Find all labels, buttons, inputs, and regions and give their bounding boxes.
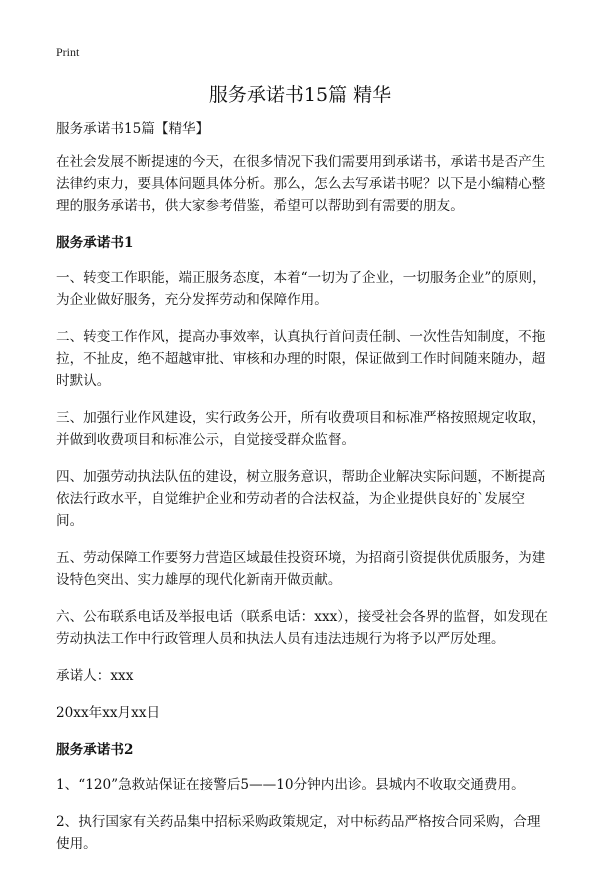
paragraph: 一、转变工作职能，端正服务态度，本着“一切为了企业，一切服务企业”的原则，为企业做好服务，充分发挥劳动和保障作用。 (56, 270, 546, 308)
paragraph: 2、执行国家有关药品集中招标采购政策规定，对中标药品严格按合同采购，合理使用。 (56, 814, 541, 852)
print-label: Print (56, 45, 80, 59)
paragraph: 1、“120”急救站保证在接警后5——10分钟内出诊。县城内不收取交通费用。 (56, 777, 525, 793)
section-heading-2: 服务承诺书2 (56, 742, 134, 758)
document-subtitle: 服务承诺书15篇【精华】 (56, 121, 210, 137)
section-heading-1: 服务承诺书1 (56, 235, 134, 251)
intro-paragraph: 在社会发展不断提速的今天，在很多情况下我们需要用到承诺书，承诺书是否产生法律约束力，要具体问题具体分析。那么，怎么去写承诺书呢？以下是小编精心整理的服务承诺书，供大家参考借鉴，希望可以帮助到有需要的朋友。 (56, 154, 546, 214)
document-body (56, 118, 550, 870)
paragraph: 五、劳动保障工作要努力营造区域最佳投资环境，为招商引资提供优质服务，为建设特色突出、实力雄厚的现代化新南开做贡献。 (56, 550, 546, 588)
paragraph: 六、公布联系电话及举报电话（联系电话：xxx），接受社会各界的监督，如发现在劳动执法工作中行政管理人员和执法人员有违法违规行为将予以严厉处理。 (56, 609, 548, 647)
signatory: 承诺人：xxx (56, 668, 134, 684)
document-title: 服务承诺书15篇 精华 (208, 84, 392, 106)
paragraph: 二、转变工作作风，提高办事效率，认真执行首问责任制、一次性告知制度，不拖拉，不扯皮，绝不超越审批、审核和办理的时限，保证做到工作时间随来随办，超时默认。 (56, 329, 546, 389)
date: 20xx年xx月xx日 (56, 705, 161, 721)
paragraph: 四、加强劳动执法队伍的建设，树立服务意识，帮助企业解决实际问题，不断提高依法行政水平，自觉维护企业和劳动者的合法权益，为企业提供良好的`发展空间。 (56, 469, 546, 529)
paragraph: 三、加强行业作风建设，实行政务公开，所有收费项目和标准严格按照规定收取，并做到收费项目和标准公示，自觉接受群众监督。 (56, 410, 546, 448)
